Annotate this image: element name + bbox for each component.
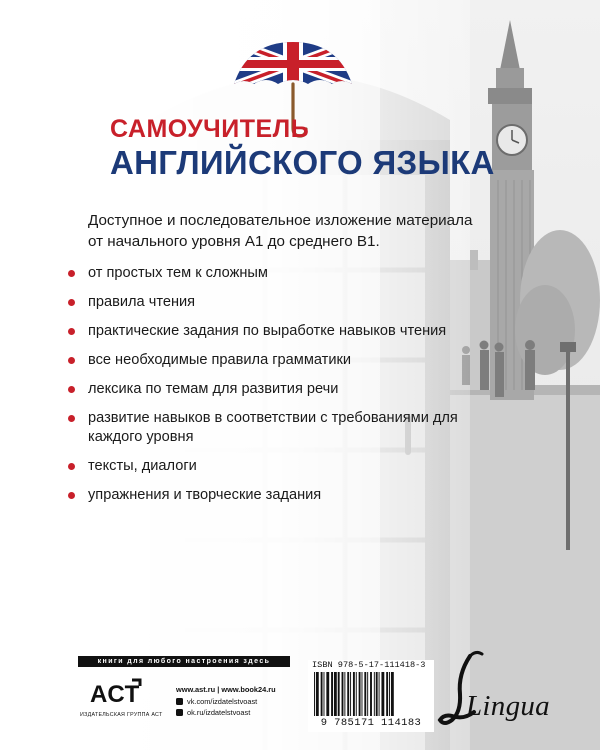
- title-line-2: АНГЛИЙСКОГО ЯЗЫКА: [110, 144, 495, 181]
- intro-paragraph: [88, 210, 488, 252]
- barcode-bar: [391, 672, 394, 716]
- svg-text:ACT: ACT: [90, 681, 140, 708]
- barcode-bar: [342, 672, 344, 716]
- list-item: все необходимые правила грамматики: [64, 351, 504, 370]
- barcode-bar: [326, 672, 329, 716]
- barcode-bar: [386, 672, 388, 716]
- barcode-bar: [344, 672, 345, 716]
- barcode-bar: [314, 672, 315, 716]
- title-line-1: САМОУЧИТЕЛЬ: [110, 115, 310, 143]
- barcode-bar: [331, 672, 333, 716]
- barcode-bar: [389, 672, 390, 716]
- barcode-bar: [334, 672, 337, 716]
- list-item: правила чтения: [64, 293, 504, 312]
- intro-line-1: Доступное и последовательное изложение материала: [88, 212, 473, 229]
- list-item: лексика по темам для развития речи: [64, 380, 504, 399]
- barcode-bar: [350, 672, 351, 716]
- list-item: от простых тем к сложным: [64, 264, 504, 283]
- ok-icon: [176, 709, 183, 716]
- bullet-dot-icon: [68, 270, 75, 277]
- bullet-dot-icon: [68, 415, 75, 422]
- barcode-bar: [338, 672, 340, 716]
- barcode-bar: [321, 672, 323, 716]
- barcode-bar: [356, 672, 357, 716]
- ok-link[interactable]: ok.ru/izdatelstvoast: [176, 707, 276, 719]
- publisher-links: [176, 684, 276, 719]
- barcode-bar: [376, 672, 378, 716]
- publisher-tagline: книги для любого настроения здесь: [78, 656, 290, 667]
- bullet-dot-icon: [68, 492, 75, 499]
- barcode-bar: [379, 672, 380, 716]
- barcode-icon: [312, 672, 432, 718]
- bullet-dot-icon: [68, 463, 75, 470]
- vk-icon: [176, 698, 183, 705]
- book-title: [110, 117, 495, 179]
- bullet-dot-icon: [68, 299, 75, 306]
- feature-list: [64, 264, 504, 515]
- list-item: практические задания по выработке навыков чтения: [64, 322, 504, 341]
- barcode-bar: [370, 672, 372, 716]
- barcode-bar: [316, 672, 319, 716]
- list-item: упражнения и творческие задания: [64, 486, 504, 505]
- series-logo-text: Lingua: [466, 690, 550, 722]
- barcode-bar: [367, 672, 368, 716]
- barcode-bar: [362, 672, 363, 716]
- intro-line-2: от начального уровня A1 до среднего B1.: [88, 233, 380, 250]
- websites-link[interactable]: www.ast.ru | www.book24.ru: [176, 685, 276, 694]
- list-item: развитие навыков в соответствии с требованиями для каждого уровня: [64, 409, 478, 447]
- barcode-number: 9 785171 114183: [320, 717, 422, 729]
- barcode-bar: [381, 672, 384, 716]
- bullet-dot-icon: [68, 328, 75, 335]
- bullet-dot-icon: [68, 357, 75, 364]
- barcode-bar: [347, 672, 349, 716]
- vk-link[interactable]: vk.com/izdatelstvoast: [176, 696, 276, 708]
- isbn-block: [308, 660, 434, 732]
- bullet-dot-icon: [68, 386, 75, 393]
- barcode-bar: [374, 672, 375, 716]
- barcode-bar: [364, 672, 366, 716]
- list-item: тексты, диалоги: [64, 457, 504, 476]
- isbn-label: ISBN 978-5-17-111418-3: [312, 660, 426, 670]
- publisher-caption: ИЗДАТЕЛЬСКАЯ ГРУППА АСТ: [80, 712, 163, 718]
- ast-logo-icon: [88, 674, 144, 708]
- barcode-bar: [353, 672, 355, 716]
- barcode-bar: [359, 672, 361, 716]
- barcode-bar: [324, 672, 325, 716]
